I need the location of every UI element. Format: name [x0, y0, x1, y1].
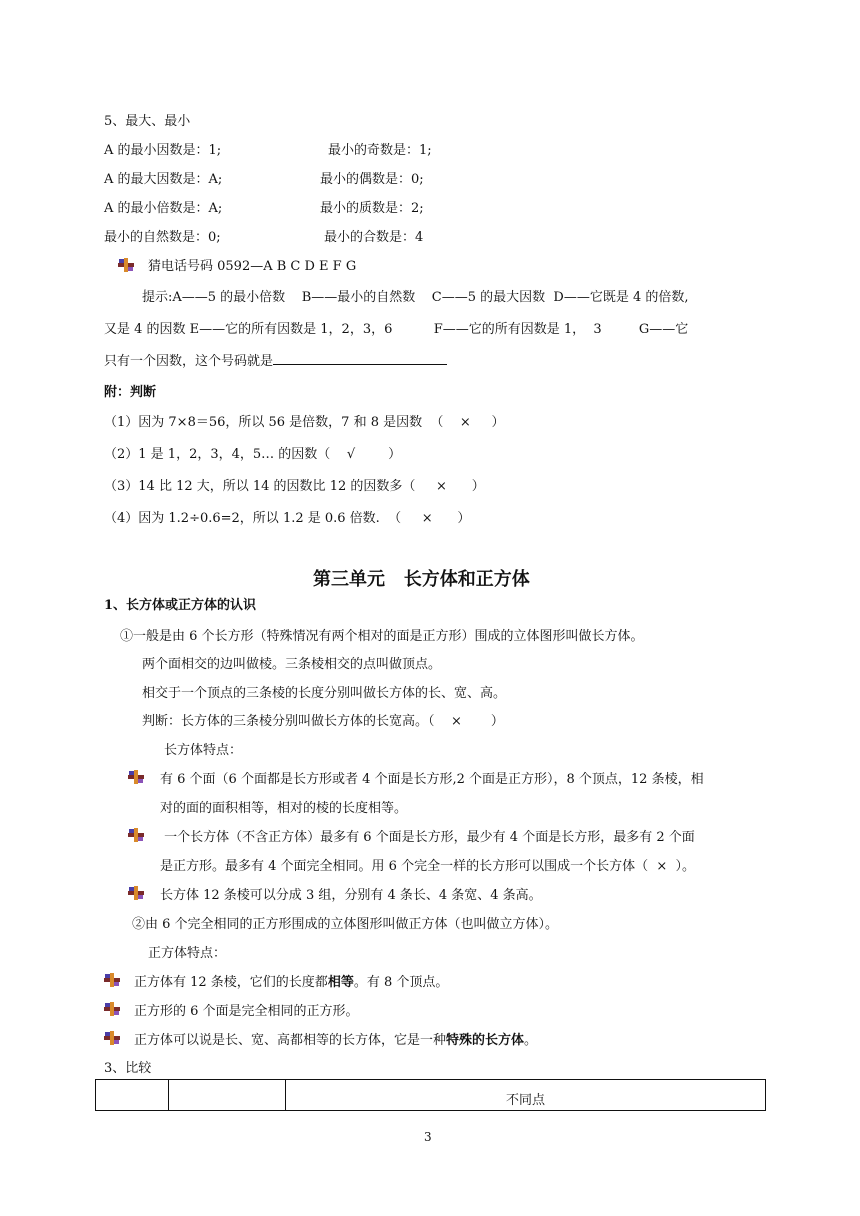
phone-hint-line3: 只有一个因数，这个号码就是 — [104, 352, 447, 370]
unit3-sub1: 1、长方体或正方体的认识 — [104, 598, 257, 613]
bullet-icon — [104, 973, 120, 987]
unit3-p3: 相交于一个顶点的三条棱的长度分别叫做长方体的长、宽、高。 — [142, 686, 507, 701]
sec5-row3-left: A 的最小倍数是：A; — [104, 201, 223, 216]
cube-feature-3: 正方体可以说是长、宽、高都相等的长方体，它是一种特殊的长方体。 — [134, 1033, 538, 1048]
judge-item-3: （3）14 比 12 大，所以 14 的因数比 12 的因数多（ × ） — [104, 479, 485, 494]
bullet-icon — [104, 1031, 120, 1045]
sec5-heading: 5、最大、最小 — [104, 114, 191, 129]
sec5-row3-right: 最小的质数是：2; — [320, 201, 424, 216]
cuboid-feature-1b: 对的面的面积相等，相对的棱的长度相等。 — [160, 801, 408, 816]
judge-item-2: （2）1 是 1，2，3，4，5… 的因数（ √ ） — [104, 447, 402, 462]
cube-feature-1: 正方体有 12 条棱，它们的长度都相等。有 8 个顶点。 — [134, 975, 449, 990]
unit3-p4: 判断：长方体的三条棱分别叫做长方体的长宽高。（ × ） — [142, 714, 504, 729]
sec5-row2-right: 最小的偶数是：0; — [320, 172, 424, 187]
bullet-icon — [104, 1002, 120, 1016]
unit3-p6: ②由 6 个完全相同的正方形围成的立体图形叫做正方体（也叫做立方体）。 — [132, 917, 559, 932]
cuboid-feature-1a: 有 6 个面（6 个面都是长方形或者 4 个面是长方形,2 个面是正方形），8 个顶点，12 条棱，相 — [160, 772, 704, 787]
phone-hint-line2: 又是 4 的因数 E——它的所有因数是 1，2，3，6 F——它的所有因数是 1， 3 G——它 — [104, 322, 689, 337]
judge-item-4: （4）因为 1.2÷0.6=2，所以 1.2 是 0.6 倍数. （ × ） — [104, 511, 471, 526]
judge-item-1: （1）因为 7×8＝56，所以 56 是倍数，7 和 8 是因数 （ × ） — [104, 415, 505, 430]
page-number: 3 — [424, 1130, 432, 1144]
judge-heading: 附：判断 — [104, 385, 157, 400]
table-cell — [169, 1080, 286, 1111]
table-cell — [96, 1080, 169, 1111]
sec5-row1-left: A 的最小因数是：1; — [104, 143, 222, 158]
unit3-p5: 长方体特点： — [164, 743, 243, 758]
phone-title: 猜电话号码 0592—A B C D E F G — [148, 259, 357, 274]
cube-feature-2: 正方形的 6 个面是完全相同的正方形。 — [134, 1004, 359, 1019]
cuboid-feature-3: 长方体 12 条棱可以分成 3 组，分别有 4 条长、4 条宽、4 条高。 — [160, 888, 542, 903]
sec5-row4-left: 最小的自然数是：0; — [104, 230, 221, 245]
phone-hint-line1: 提示:A——5 的最小倍数 B——最小的自然数 C——5 的最大因数 D——它既是 4 的倍数, — [142, 290, 689, 305]
unit3-p2: 两个面相交的边叫做棱。三条棱相交的点叫做顶点。 — [142, 657, 442, 672]
comparison-table — [95, 1079, 766, 1111]
bullet-icon — [128, 770, 144, 784]
sec5-row4-right: 最小的合数是：4 — [324, 230, 424, 245]
unit3-p1: ①一般是由 6 个长方形（特殊情况有两个相对的面是正方形）围成的立体图形叫做长方体。 — [120, 629, 644, 644]
bullet-icon — [128, 886, 144, 900]
bullet-icon — [118, 258, 134, 272]
sec5-row2-left: A 的最大因数是：A; — [104, 172, 223, 187]
sec5-row1-right: 最小的奇数是：1; — [328, 143, 432, 158]
cuboid-feature-2a: 一个长方体（不含正方体）最多有 6 个面是长方形，最少有 4 个面是长方形，最多有 2 个面 — [160, 830, 695, 845]
unit3-p7: 正方体特点： — [148, 946, 227, 961]
answer-blank[interactable] — [273, 352, 447, 365]
table-header-differences: 不同点 — [286, 1080, 766, 1111]
unit3-title: 第三单元 长方体和正方体 — [313, 569, 530, 590]
cuboid-feature-2b: 是正方形。最多有 4 个面完全相同。用 6 个完全一样的长方形可以围成一个长方体（ × ）。 — [160, 859, 695, 874]
bullet-icon — [128, 828, 144, 842]
unit3-sub3: 3、比较 — [104, 1061, 152, 1076]
table-row — [96, 1080, 766, 1111]
